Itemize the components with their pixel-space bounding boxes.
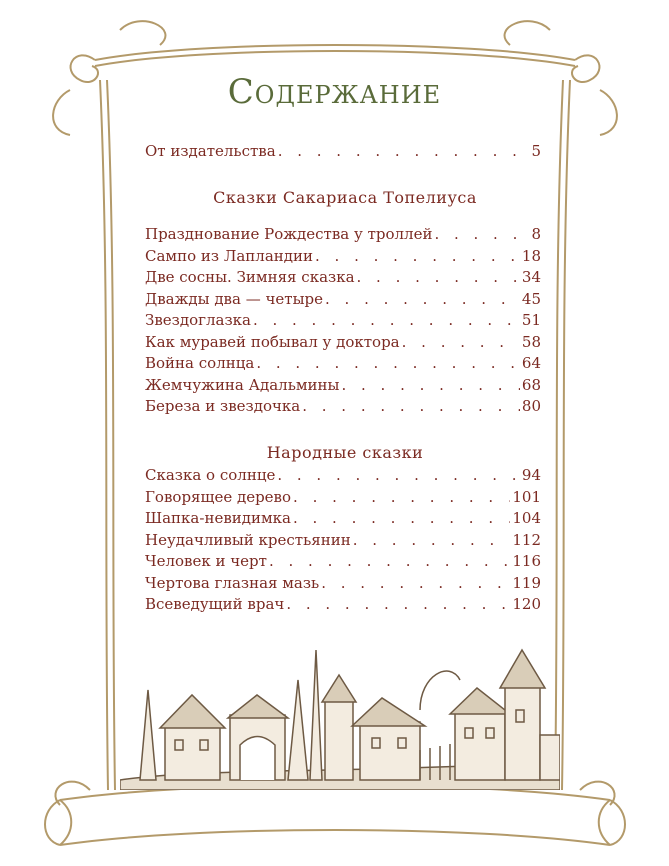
toc-section-2 — [145, 466, 541, 617]
toc-entry — [145, 466, 541, 488]
entry-title: Сказка о солнце — [145, 466, 276, 484]
entry-title: Человек и черт — [145, 552, 267, 570]
toc-entry — [145, 509, 541, 531]
toc-entry — [145, 142, 541, 164]
entry-title: Чертова глазная мазь — [145, 573, 320, 592]
toc-entry — [145, 333, 541, 355]
dot-leader — [321, 574, 510, 592]
entry-title: Война солнца — [145, 354, 255, 372]
entry-title: Две сосны. Зимняя сказка — [145, 268, 355, 286]
toc-entry — [145, 376, 541, 398]
dot-leader — [315, 247, 520, 265]
section-heading: Сказки Сакариаса Топелиуса — [213, 188, 477, 207]
dot-leader — [302, 397, 520, 415]
dot-leader — [286, 595, 510, 613]
dot-leader — [434, 225, 529, 243]
entry-page: 5 — [531, 142, 541, 160]
toc-entry — [145, 354, 541, 376]
entry-title: Говорящее дерево — [145, 487, 292, 506]
dot-leader — [278, 142, 530, 160]
entry-title: Как муравей побывал у доктора — [145, 332, 400, 351]
dot-leader — [253, 311, 520, 329]
dot-leader — [256, 354, 520, 372]
dot-leader — [269, 552, 510, 570]
toc-entry — [145, 268, 541, 290]
entry-page: 18 — [521, 246, 541, 265]
entry-title: Всеведущий врач — [145, 595, 285, 613]
dot-leader — [341, 376, 519, 394]
dot-leader — [277, 466, 520, 484]
entry-page: 94 — [521, 466, 541, 484]
toc-entry — [145, 247, 541, 269]
entry-title: От издательства — [145, 142, 276, 160]
entry-title: Шапка-невидимка — [145, 509, 291, 527]
toc-intro — [145, 142, 541, 164]
entry-page: 58 — [521, 332, 541, 351]
section-heading: Народные сказки — [266, 443, 424, 462]
entry-page: 116 — [512, 552, 541, 570]
toc-entry — [145, 595, 541, 617]
entry-page: 104 — [512, 509, 541, 527]
dot-leader — [402, 333, 520, 351]
village-illustration — [120, 640, 560, 790]
toc-entry — [145, 311, 541, 333]
toc-entry — [145, 397, 541, 419]
entry-page: 68 — [521, 375, 541, 394]
entry-title: Жемчужина Адальмины — [145, 375, 340, 394]
entry-page: 119 — [512, 573, 541, 592]
toc-entry — [145, 531, 541, 553]
entry-title: Неудачливый крестьянин — [145, 530, 351, 549]
entry-title: Празднование Рождества у троллей — [145, 225, 433, 243]
toc-section-1 — [145, 225, 541, 419]
toc-entry — [145, 290, 541, 312]
toc-entry — [145, 574, 541, 596]
dot-leader — [353, 531, 511, 549]
entry-page: 101 — [512, 487, 541, 506]
toc-entry — [145, 225, 541, 247]
entry-page: 34 — [521, 268, 541, 286]
entry-title: Звездоглазка — [145, 311, 251, 329]
entry-title: Сампо из Лапландии — [145, 246, 313, 265]
entry-title: Дважды два — четыре — [145, 289, 323, 308]
entry-page: 51 — [521, 311, 541, 329]
dot-leader — [325, 290, 520, 308]
entry-page: 8 — [531, 225, 541, 243]
toc-entry — [145, 488, 541, 510]
toc-entry — [145, 552, 541, 574]
page-title: Содержание — [227, 72, 442, 112]
dot-leader — [293, 509, 510, 527]
entry-page: 120 — [512, 595, 541, 613]
dot-leader — [357, 268, 520, 286]
dot-leader — [293, 488, 510, 506]
entry-page: 45 — [521, 289, 541, 308]
entry-page: 80 — [521, 397, 541, 415]
entry-page: 112 — [512, 530, 541, 549]
entry-page: 64 — [521, 354, 541, 372]
entry-title: Береза и звездочка — [145, 397, 301, 415]
